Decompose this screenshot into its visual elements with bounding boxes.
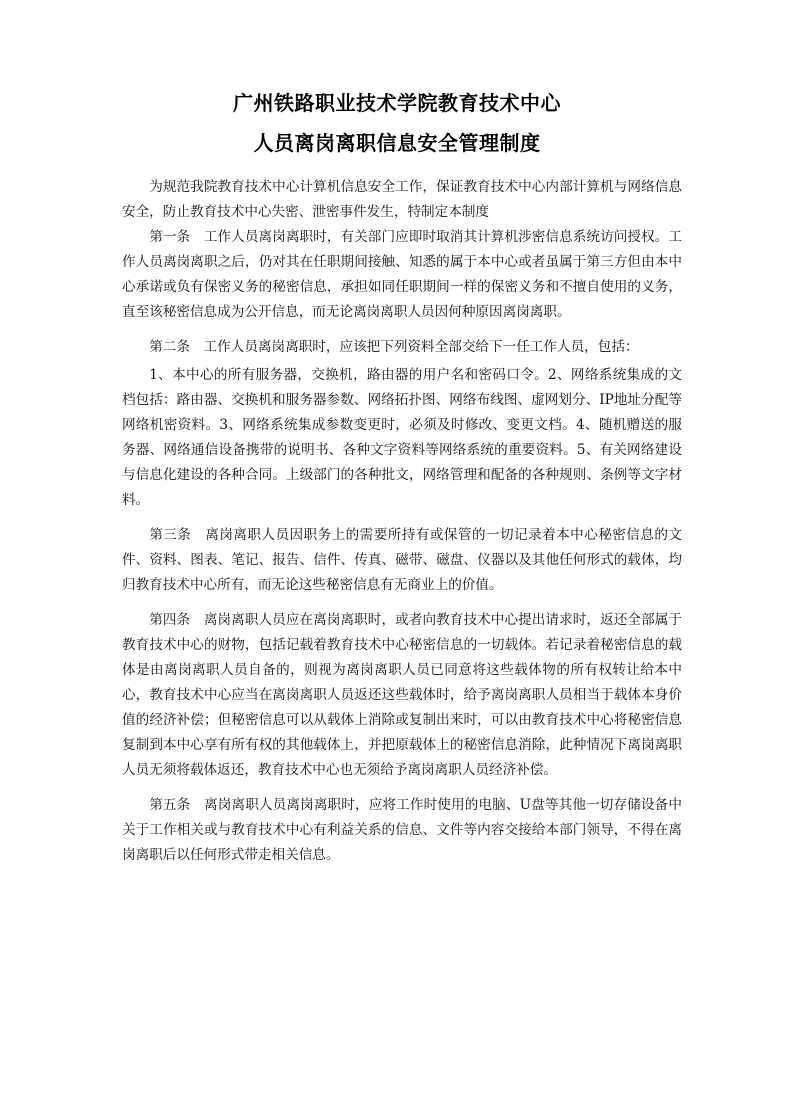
title-line-2: 人员离岗离职信息安全管理制度 <box>253 131 541 155</box>
title-line-1: 广州铁路职业技术学院教育技术中心 <box>233 91 561 115</box>
article-2-items-paragraph: 1、本中心的所有服务器，交换机，路由器的用户名和密码口令。2、网络系统集成的文档包括：路由器、交换机和服务器参数、网络拓扑图、网络布线图、虚网划分、IP地址分配等网络机密资料。3、网络系统集成参数变更时，必须及时修改、变更文档。4、随机赠送的服务器、网络通信设备携带的说明书、各种文字资料等网络系统的重要资料。5、有关网络建设与信息化建设的各种合同。上级部门的各种批文，网络管理和配备的各种规则、条例等文字材料。 <box>122 367 682 508</box>
article-5-paragraph: 第五条 离岗离职人员离岗离职时，应将工作时使用的电脑、U盘等其他一切存储设备中关于工作相关或与教育技术中心有利益关系的信息、文件等内容交接给本部门领导，不得在离岗离职后以任何形式带走相关信息。 <box>122 797 682 863</box>
article-2-paragraph: 第二条 工作人员离岗离职时，应该把下列资料全部交给下一任工作人员，包括： <box>149 339 639 355</box>
article-1-paragraph: 第一条 工作人员离岗离职时，有关部门应即时取消其计算机涉密信息系统访问授权。工作人员离岗离职之后，仍对其在任职期间接触、知悉的属于本中心或者虽属于第三方但由本中心承诺或负有保密义务的秘密信息，承担如同任职期间一样的保密义务和不擅自使用的义务，直至该秘密信息成为公开信息，而无论离岗离职人员因何种原因离岗离职。 <box>122 229 682 320</box>
document-title <box>0 88 794 158</box>
document-body <box>122 175 682 878</box>
intro-paragraph: 为规范我院教育技术中心计算机信息安全工作，保证教育技术中心内部计算机与网络信息安全，防止教育技术中心失密、泄密事件发生，特制定本制度 <box>122 179 682 220</box>
article-3-paragraph: 第三条 离岗离职人员因职务上的需要所持有或保管的一切记录着本中心秘密信息的文件、资料、图表、笔记、报告、信件、传真、磁带、磁盘、仪器以及其他任何形式的载体，均归教育技术中心所有，而无论这些秘密信息有无商业上的价值。 <box>122 527 682 593</box>
article-4-paragraph: 第四条 离岗离职人员应在离岗离职时，或者向教育技术中心提出请求时，返还全部属于教育技术中心的财物，包括记载着教育技术中心秘密信息的一切载体。若记录着秘密信息的载体是由离岗离职人员自备的，则视为离岗离职人员已同意将这些载体物的所有权转让给本中心，教育技术中心应当在离岗离职人员返还这些载体时，给予离岗离职人员相当于载体本身价值的经济补偿；但秘密信息可以从载体上消除或复制出来时，可以由教育技术中心将秘密信息复制到本中心享有所有权的其他载体上，并把原载体上的秘密信息消除，此种情况下离岗离职人员无须将载体返还，教育技术中心也无须给予离岗离职人员经济补偿。 <box>122 612 682 778</box>
